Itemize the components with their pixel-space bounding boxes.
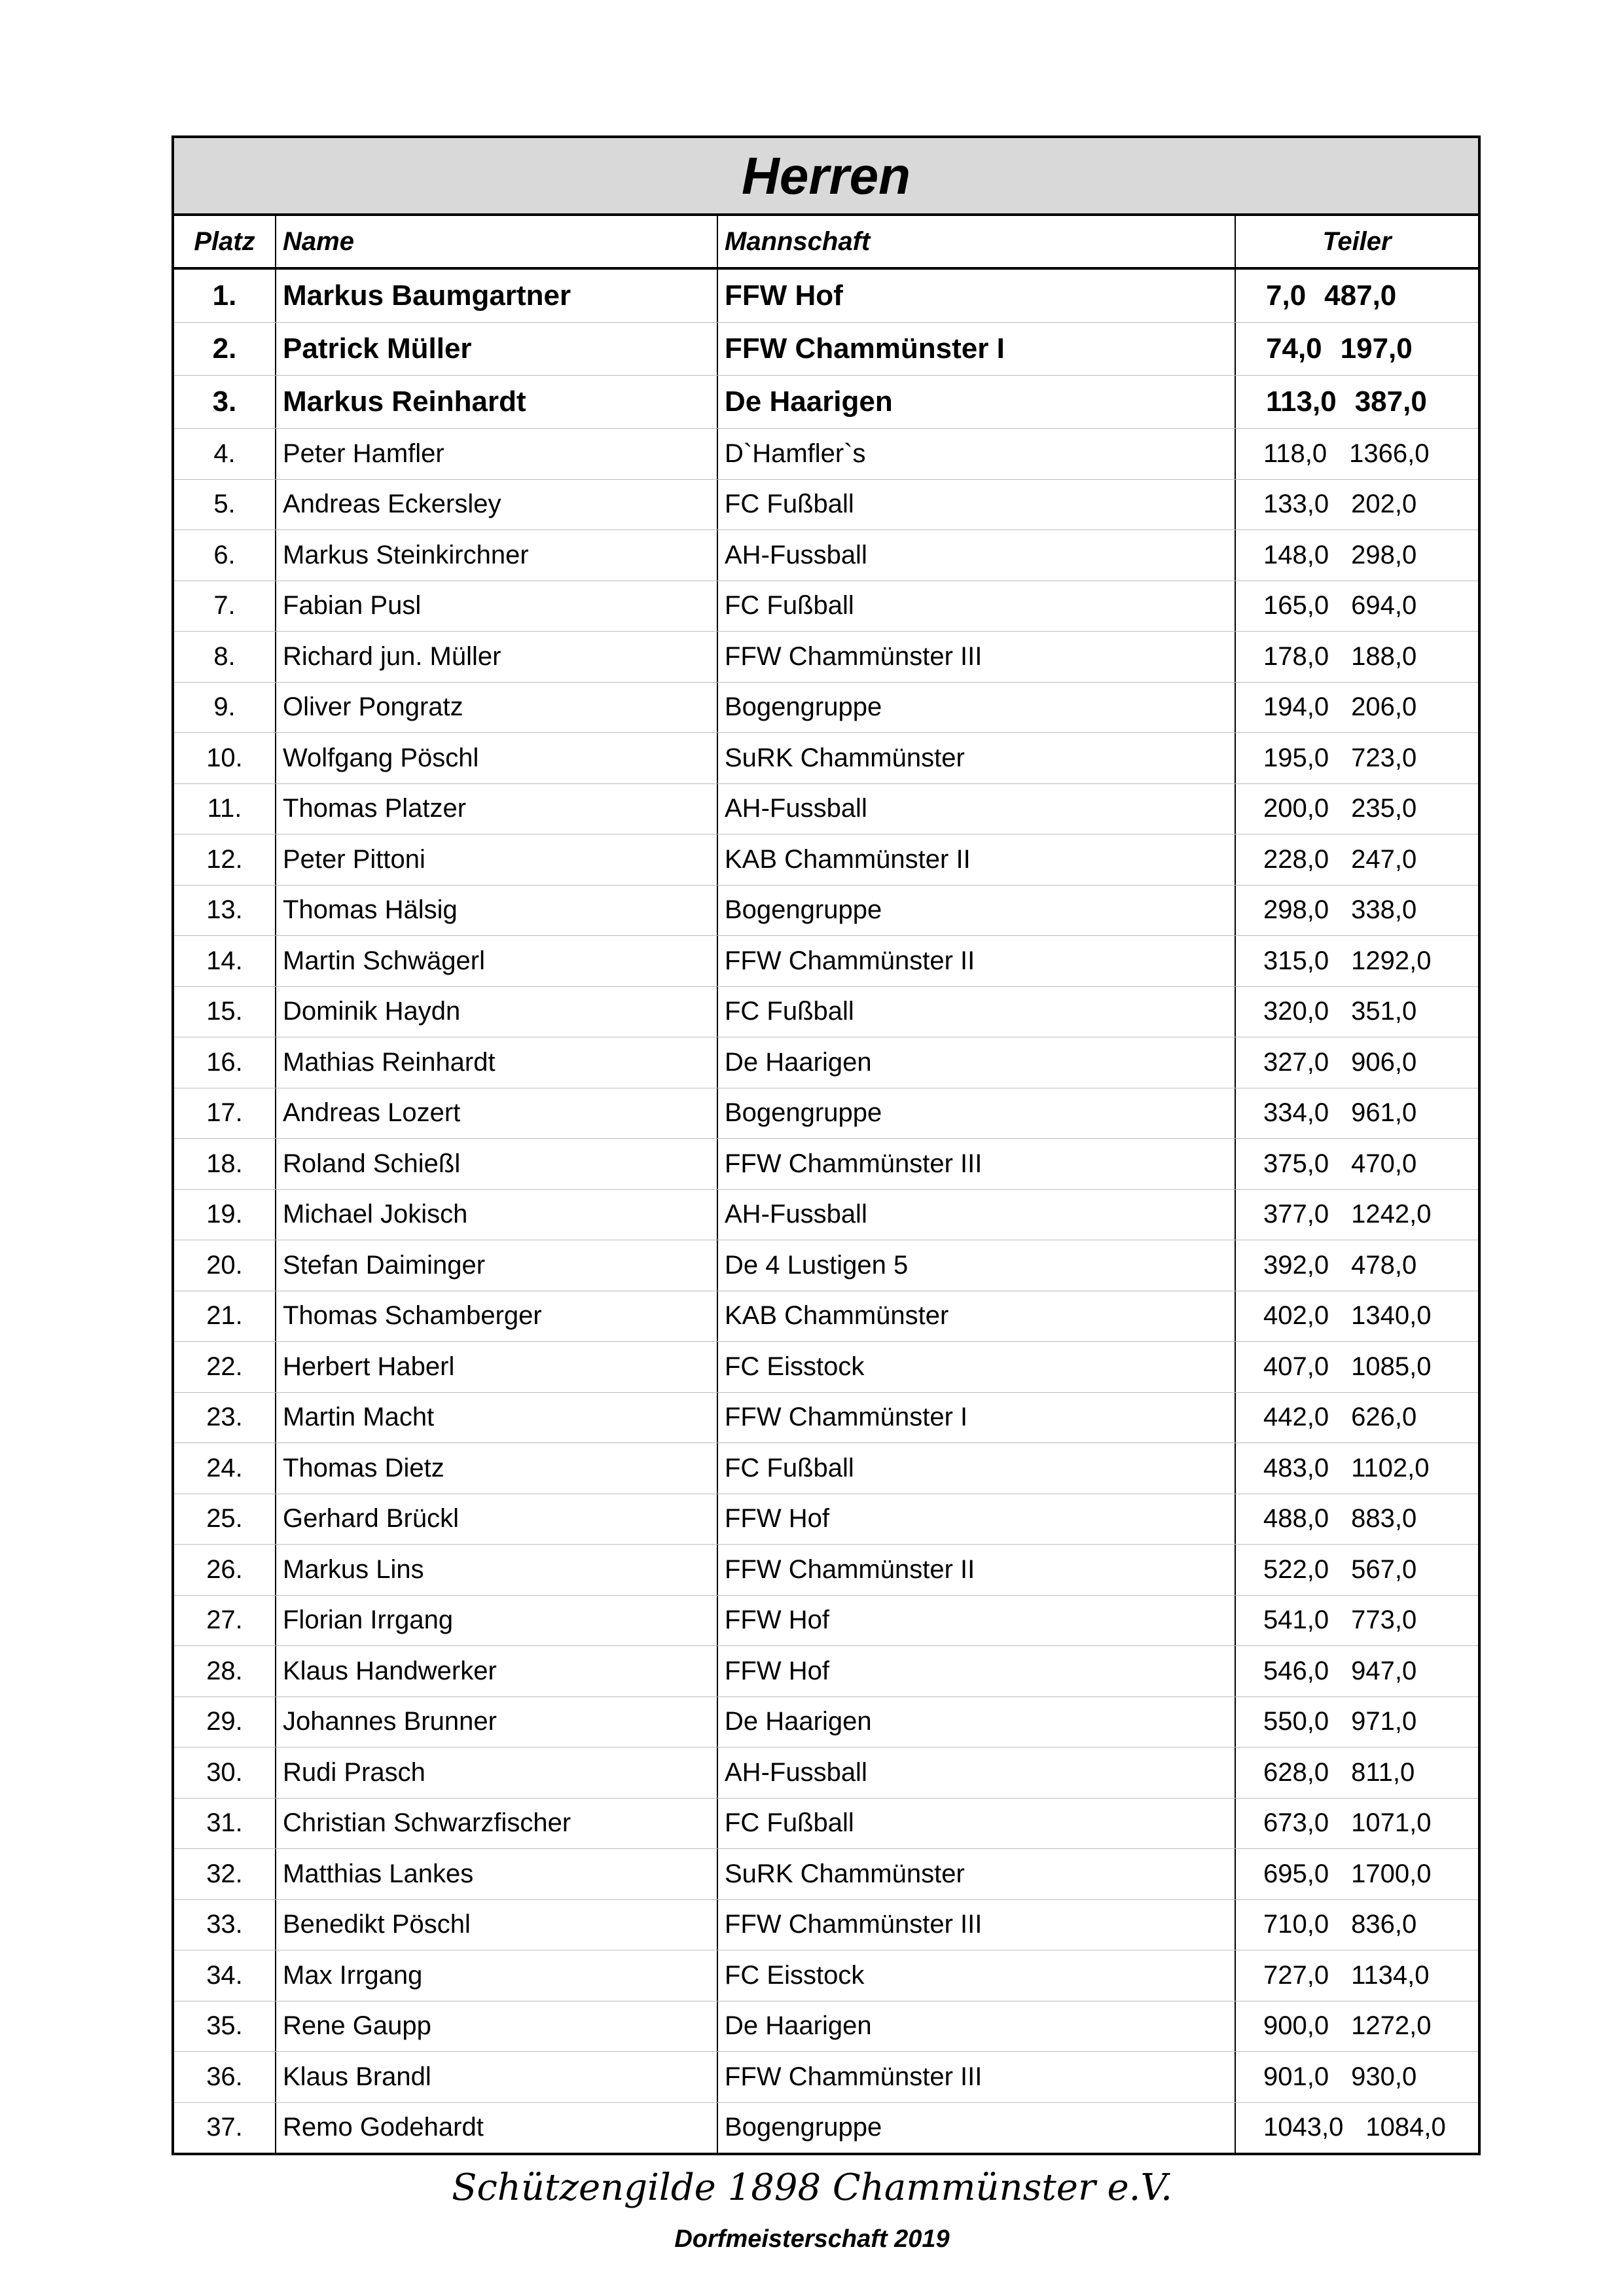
platz-cell: 5. bbox=[174, 480, 276, 530]
table-row bbox=[174, 1139, 1478, 1190]
platz-cell: 33. bbox=[174, 1900, 276, 1950]
teiler-value-2: 1134,0 bbox=[1351, 1960, 1430, 1990]
teiler-cell bbox=[1236, 1443, 1478, 1494]
header-name: Name bbox=[276, 216, 718, 267]
mannschaft-cell: FFW Chammünster III bbox=[718, 1139, 1236, 1189]
name-cell: Johannes Brunner bbox=[276, 1697, 718, 1748]
platz-cell: 21. bbox=[174, 1291, 276, 1342]
teiler-value-1: 1043,0 bbox=[1263, 2113, 1344, 2142]
teiler-value-1: 901,0 bbox=[1263, 2062, 1329, 2091]
name-cell: Remo Godehardt bbox=[276, 2103, 718, 2153]
mannschaft-cell: FC Fußball bbox=[718, 1799, 1236, 1849]
teiler-value-1: 710,0 bbox=[1263, 1910, 1329, 1939]
name-cell: Roland Schießl bbox=[276, 1139, 718, 1189]
platz-cell: 10. bbox=[174, 733, 276, 783]
teiler-value-1: 522,0 bbox=[1263, 1554, 1329, 1584]
teiler-cell bbox=[1236, 1596, 1478, 1646]
mannschaft-cell: Bogengruppe bbox=[718, 683, 1236, 733]
teiler-cell bbox=[1236, 429, 1478, 479]
teiler-value-2: 478,0 bbox=[1351, 1250, 1417, 1280]
teiler-value-2: 1242,0 bbox=[1351, 1200, 1432, 1229]
platz-cell: 34. bbox=[174, 1950, 276, 2001]
teiler-value-2: 298,0 bbox=[1351, 540, 1417, 569]
header-row bbox=[174, 216, 1478, 270]
platz-cell: 2. bbox=[174, 323, 276, 375]
teiler-value-1: 113,0 bbox=[1266, 386, 1337, 418]
teiler-value-1: 695,0 bbox=[1263, 1859, 1329, 1888]
teiler-cell bbox=[1236, 1646, 1478, 1696]
table-row bbox=[174, 1291, 1478, 1342]
name-cell: Markus Steinkirchner bbox=[276, 530, 718, 581]
mannschaft-cell: FC Fußball bbox=[718, 581, 1236, 632]
mannschaft-cell: FC Eisstock bbox=[718, 1950, 1236, 2001]
teiler-value-1: 900,0 bbox=[1263, 2011, 1329, 2041]
mannschaft-cell: FFW Hof bbox=[718, 1646, 1236, 1696]
header-teiler: Teiler bbox=[1322, 226, 1392, 256]
name-cell: Fabian Pusl bbox=[276, 581, 718, 632]
platz-cell: 23. bbox=[174, 1393, 276, 1443]
table-row bbox=[174, 683, 1478, 734]
teiler-cell bbox=[1236, 632, 1478, 682]
teiler-cell bbox=[1236, 2052, 1478, 2102]
table-row bbox=[174, 936, 1478, 987]
platz-cell: 19. bbox=[174, 1190, 276, 1240]
name-cell: Peter Pittoni bbox=[276, 834, 718, 885]
table-row bbox=[174, 323, 1478, 376]
platz-cell: 13. bbox=[174, 886, 276, 936]
teiler-value-1: 320,0 bbox=[1263, 997, 1329, 1026]
platz-cell: 32. bbox=[174, 1849, 276, 1899]
name-cell: Gerhard Brückl bbox=[276, 1494, 718, 1545]
teiler-value-1: 673,0 bbox=[1263, 1808, 1329, 1838]
mannschaft-cell: AH-Fussball bbox=[718, 530, 1236, 581]
table-row bbox=[174, 1950, 1478, 2001]
table-row bbox=[174, 581, 1478, 632]
name-cell: Martin Schwägerl bbox=[276, 936, 718, 986]
name-cell: Stefan Daiminger bbox=[276, 1240, 718, 1291]
platz-cell: 27. bbox=[174, 1596, 276, 1646]
teiler-value-1: 442,0 bbox=[1263, 1403, 1329, 1432]
teiler-value-1: 727,0 bbox=[1263, 1960, 1329, 1990]
platz-cell: 15. bbox=[174, 987, 276, 1037]
teiler-cell bbox=[1236, 323, 1478, 375]
teiler-cell bbox=[1236, 1799, 1478, 1849]
teiler-value-2: 883,0 bbox=[1351, 1504, 1417, 1534]
table-row bbox=[174, 376, 1478, 429]
table-row bbox=[174, 1342, 1478, 1393]
teiler-value-1: 194,0 bbox=[1263, 692, 1329, 722]
teiler-cell bbox=[1236, 530, 1478, 581]
teiler-value-1: 407,0 bbox=[1263, 1352, 1329, 1381]
teiler-value-1: 178,0 bbox=[1263, 641, 1329, 671]
table-row bbox=[174, 784, 1478, 835]
name-cell: Markus Baumgartner bbox=[276, 270, 718, 322]
teiler-value-2: 197,0 bbox=[1340, 332, 1413, 365]
mannschaft-cell: FFW Chammünster II bbox=[718, 1545, 1236, 1595]
table-row bbox=[174, 834, 1478, 886]
table-row bbox=[174, 2001, 1478, 2053]
teiler-value-1: 327,0 bbox=[1263, 1047, 1329, 1077]
teiler-cell bbox=[1236, 886, 1478, 936]
teiler-value-1: 195,0 bbox=[1263, 743, 1329, 772]
teiler-value-2: 247,0 bbox=[1351, 844, 1417, 874]
name-cell: Richard jun. Müller bbox=[276, 632, 718, 682]
teiler-cell bbox=[1236, 1950, 1478, 2001]
teiler-value-1: 628,0 bbox=[1263, 1757, 1329, 1787]
header-mannschaft: Mannschaft bbox=[718, 216, 1236, 267]
teiler-value-2: 1700,0 bbox=[1351, 1859, 1432, 1888]
mannschaft-cell: De Haarigen bbox=[718, 1697, 1236, 1748]
mannschaft-cell: Bogengruppe bbox=[718, 2103, 1236, 2153]
teiler-value-2: 694,0 bbox=[1351, 591, 1417, 620]
platz-cell: 17. bbox=[174, 1088, 276, 1139]
table-row bbox=[174, 480, 1478, 531]
teiler-value-1: 200,0 bbox=[1263, 794, 1329, 823]
teiler-value-1: 541,0 bbox=[1263, 1605, 1329, 1635]
teiler-value-2: 1272,0 bbox=[1351, 2011, 1432, 2041]
name-cell: Martin Macht bbox=[276, 1393, 718, 1443]
table-row bbox=[174, 1799, 1478, 1850]
teiler-cell bbox=[1236, 987, 1478, 1037]
platz-cell: 24. bbox=[174, 1443, 276, 1494]
teiler-value-2: 338,0 bbox=[1351, 895, 1417, 925]
table-row bbox=[174, 270, 1478, 323]
name-cell: Michael Jokisch bbox=[276, 1190, 718, 1240]
teiler-value-1: 377,0 bbox=[1263, 1200, 1329, 1229]
platz-cell: 12. bbox=[174, 834, 276, 885]
teiler-value-1: 148,0 bbox=[1263, 540, 1329, 569]
teiler-value-1: 334,0 bbox=[1263, 1098, 1329, 1128]
teiler-value-2: 947,0 bbox=[1351, 1656, 1417, 1685]
teiler-value-2: 1366,0 bbox=[1349, 439, 1430, 468]
table-row bbox=[174, 2052, 1478, 2103]
teiler-value-2: 930,0 bbox=[1351, 2062, 1417, 2091]
teiler-value-2: 1085,0 bbox=[1351, 1352, 1432, 1381]
table-row bbox=[174, 1190, 1478, 1241]
teiler-value-2: 235,0 bbox=[1351, 794, 1417, 823]
name-cell: Peter Hamfler bbox=[276, 429, 718, 479]
name-cell: Oliver Pongratz bbox=[276, 683, 718, 733]
teiler-cell bbox=[1236, 1545, 1478, 1595]
name-cell: Rene Gaupp bbox=[276, 2001, 718, 2052]
table-row bbox=[174, 1443, 1478, 1494]
teiler-cell bbox=[1236, 1291, 1478, 1342]
mannschaft-cell: AH-Fussball bbox=[718, 1748, 1236, 1798]
mannschaft-cell: SuRK Chammünster bbox=[718, 1849, 1236, 1899]
platz-cell: 18. bbox=[174, 1139, 276, 1189]
teiler-cell bbox=[1236, 1088, 1478, 1139]
teiler-cell bbox=[1236, 581, 1478, 632]
name-cell: Mathias Reinhardt bbox=[276, 1037, 718, 1088]
teiler-cell bbox=[1236, 1240, 1478, 1291]
teiler-value-2: 470,0 bbox=[1351, 1149, 1417, 1178]
name-cell: Thomas Dietz bbox=[276, 1443, 718, 1494]
teiler-cell bbox=[1236, 1900, 1478, 1950]
platz-cell: 28. bbox=[174, 1646, 276, 1696]
name-cell: Markus Reinhardt bbox=[276, 376, 718, 428]
teiler-value-1: 402,0 bbox=[1263, 1301, 1329, 1331]
teiler-value-1: 315,0 bbox=[1263, 946, 1329, 975]
mannschaft-cell: SuRK Chammünster bbox=[718, 733, 1236, 783]
teiler-cell bbox=[1236, 270, 1478, 322]
teiler-value-2: 206,0 bbox=[1351, 692, 1417, 722]
name-cell: Klaus Handwerker bbox=[276, 1646, 718, 1696]
teiler-value-2: 1084,0 bbox=[1365, 2113, 1446, 2142]
platz-cell: 3. bbox=[174, 376, 276, 428]
teiler-cell bbox=[1236, 936, 1478, 986]
teiler-cell bbox=[1236, 376, 1478, 428]
platz-cell: 7. bbox=[174, 581, 276, 632]
name-cell: Patrick Müller bbox=[276, 323, 718, 375]
platz-cell: 1. bbox=[174, 270, 276, 322]
teiler-value-2: 723,0 bbox=[1351, 743, 1417, 772]
teiler-cell bbox=[1236, 683, 1478, 733]
mannschaft-cell: FFW Hof bbox=[718, 270, 1236, 322]
teiler-value-2: 351,0 bbox=[1351, 997, 1417, 1026]
table-row bbox=[174, 1596, 1478, 1647]
teiler-cell bbox=[1236, 1037, 1478, 1088]
teiler-value-1: 375,0 bbox=[1263, 1149, 1329, 1178]
platz-cell: 16. bbox=[174, 1037, 276, 1088]
table-row bbox=[174, 632, 1478, 683]
name-cell: Florian Irrgang bbox=[276, 1596, 718, 1646]
title-bar bbox=[174, 138, 1478, 216]
teiler-value-1: 228,0 bbox=[1263, 844, 1329, 874]
teiler-cell bbox=[1236, 2001, 1478, 2052]
teiler-cell bbox=[1236, 733, 1478, 783]
table-row bbox=[174, 1088, 1478, 1139]
mannschaft-cell: De Haarigen bbox=[718, 2001, 1236, 2052]
results-table bbox=[171, 135, 1481, 2155]
name-cell: Andreas Lozert bbox=[276, 1088, 718, 1139]
mannschaft-cell: FFW Chammünster III bbox=[718, 1900, 1236, 1950]
table-row bbox=[174, 733, 1478, 784]
table-row bbox=[174, 1697, 1478, 1748]
teiler-value-1: 74,0 bbox=[1266, 332, 1322, 365]
mannschaft-cell: FFW Chammünster II bbox=[718, 936, 1236, 986]
platz-cell: 35. bbox=[174, 2001, 276, 2052]
mannschaft-cell: FFW Hof bbox=[718, 1596, 1236, 1646]
header-platz: Platz bbox=[174, 216, 276, 267]
teiler-cell bbox=[1236, 1342, 1478, 1392]
mannschaft-cell: FC Fußball bbox=[718, 1443, 1236, 1494]
teiler-cell bbox=[1236, 1139, 1478, 1189]
teiler-cell bbox=[1236, 784, 1478, 834]
table-row bbox=[174, 1900, 1478, 1951]
table-title: Herren bbox=[742, 146, 911, 205]
teiler-value-2: 811,0 bbox=[1351, 1757, 1415, 1787]
teiler-value-2: 387,0 bbox=[1354, 386, 1427, 418]
platz-cell: 25. bbox=[174, 1494, 276, 1545]
name-cell: Dominik Haydn bbox=[276, 987, 718, 1037]
table-row bbox=[174, 987, 1478, 1038]
table-row bbox=[174, 1240, 1478, 1291]
footer-event: Dorfmeisterschaft 2019 bbox=[674, 2225, 950, 2253]
mannschaft-cell: FC Eisstock bbox=[718, 1342, 1236, 1392]
mannschaft-cell: D`Hamfler`s bbox=[718, 429, 1236, 479]
name-cell: Thomas Schamberger bbox=[276, 1291, 718, 1342]
mannschaft-cell: AH-Fussball bbox=[718, 1190, 1236, 1240]
platz-cell: 14. bbox=[174, 936, 276, 986]
teiler-cell bbox=[1236, 1393, 1478, 1443]
platz-cell: 31. bbox=[174, 1799, 276, 1849]
teiler-cell bbox=[1236, 480, 1478, 530]
teiler-cell bbox=[1236, 1494, 1478, 1545]
name-cell: Andreas Eckersley bbox=[276, 480, 718, 530]
platz-cell: 9. bbox=[174, 683, 276, 733]
teiler-value-1: 483,0 bbox=[1263, 1453, 1329, 1482]
mannschaft-cell: Bogengruppe bbox=[718, 886, 1236, 936]
table-row bbox=[174, 1646, 1478, 1697]
teiler-value-2: 1340,0 bbox=[1351, 1301, 1432, 1331]
table-row bbox=[174, 1037, 1478, 1088]
table-row bbox=[174, 1849, 1478, 1900]
teiler-value-1: 392,0 bbox=[1263, 1250, 1329, 1280]
teiler-cell bbox=[1236, 1849, 1478, 1899]
teiler-value-1: 546,0 bbox=[1263, 1656, 1329, 1685]
name-cell: Max Irrgang bbox=[276, 1950, 718, 2001]
platz-cell: 22. bbox=[174, 1342, 276, 1392]
teiler-cell bbox=[1236, 1748, 1478, 1798]
name-cell: Thomas Platzer bbox=[276, 784, 718, 834]
table-row bbox=[174, 429, 1478, 480]
teiler-value-1: 165,0 bbox=[1263, 591, 1329, 620]
teiler-value-1: 118,0 bbox=[1263, 439, 1327, 468]
platz-cell: 11. bbox=[174, 784, 276, 834]
table-row bbox=[174, 1545, 1478, 1596]
mannschaft-cell: De 4 Lustigen 5 bbox=[718, 1240, 1236, 1291]
teiler-value-1: 488,0 bbox=[1263, 1504, 1329, 1534]
teiler-value-2: 1102,0 bbox=[1351, 1453, 1430, 1482]
mannschaft-cell: AH-Fussball bbox=[718, 784, 1236, 834]
platz-cell: 6. bbox=[174, 530, 276, 581]
table-row bbox=[174, 530, 1478, 581]
platz-cell: 29. bbox=[174, 1697, 276, 1748]
teiler-value-2: 773,0 bbox=[1351, 1605, 1417, 1635]
mannschaft-cell: KAB Chammünster bbox=[718, 1291, 1236, 1342]
teiler-value-2: 567,0 bbox=[1351, 1554, 1417, 1584]
teiler-value-2: 1071,0 bbox=[1351, 1808, 1432, 1838]
name-cell: Christian Schwarzfischer bbox=[276, 1799, 718, 1849]
teiler-value-2: 836,0 bbox=[1351, 1910, 1417, 1939]
name-cell: Benedikt Pöschl bbox=[276, 1900, 718, 1950]
table-row bbox=[174, 1494, 1478, 1545]
name-cell: Thomas Hälsig bbox=[276, 886, 718, 936]
mannschaft-cell: KAB Chammünster II bbox=[718, 834, 1236, 885]
teiler-value-2: 202,0 bbox=[1351, 490, 1417, 519]
teiler-value-1: 7,0 bbox=[1266, 279, 1307, 312]
name-cell: Rudi Prasch bbox=[276, 1748, 718, 1798]
name-cell: Herbert Haberl bbox=[276, 1342, 718, 1392]
mannschaft-cell: FFW Chammünster I bbox=[718, 1393, 1236, 1443]
platz-cell: 8. bbox=[174, 632, 276, 682]
mannschaft-cell: De Haarigen bbox=[718, 1037, 1236, 1088]
footer-organization: Schützengilde 1898 Chammünster e.V. bbox=[452, 2166, 1172, 2209]
teiler-value-2: 971,0 bbox=[1351, 1707, 1417, 1736]
table-row bbox=[174, 2103, 1478, 2153]
teiler-value-1: 298,0 bbox=[1263, 895, 1329, 925]
mannschaft-cell: Bogengruppe bbox=[718, 1088, 1236, 1139]
table-row bbox=[174, 886, 1478, 937]
platz-cell: 37. bbox=[174, 2103, 276, 2153]
name-cell: Matthias Lankes bbox=[276, 1849, 718, 1899]
mannschaft-cell: FC Fußball bbox=[718, 987, 1236, 1037]
name-cell: Klaus Brandl bbox=[276, 2052, 718, 2102]
teiler-value-2: 961,0 bbox=[1351, 1098, 1417, 1128]
teiler-cell bbox=[1236, 2103, 1478, 2153]
mannschaft-cell: FFW Chammünster III bbox=[718, 632, 1236, 682]
name-cell: Wolfgang Pöschl bbox=[276, 733, 718, 783]
teiler-cell bbox=[1236, 1697, 1478, 1748]
table-body bbox=[174, 270, 1478, 2153]
name-cell: Markus Lins bbox=[276, 1545, 718, 1595]
teiler-cell bbox=[1236, 834, 1478, 885]
teiler-cell bbox=[1236, 1190, 1478, 1240]
mannschaft-cell: FFW Chammünster III bbox=[718, 2052, 1236, 2102]
mannschaft-cell: De Haarigen bbox=[718, 376, 1236, 428]
platz-cell: 20. bbox=[174, 1240, 276, 1291]
teiler-value-2: 906,0 bbox=[1351, 1047, 1417, 1077]
mannschaft-cell: FC Fußball bbox=[718, 480, 1236, 530]
teiler-value-1: 133,0 bbox=[1263, 490, 1329, 519]
teiler-value-2: 1292,0 bbox=[1351, 946, 1432, 975]
platz-cell: 26. bbox=[174, 1545, 276, 1595]
teiler-value-1: 550,0 bbox=[1263, 1707, 1329, 1736]
platz-cell: 4. bbox=[174, 429, 276, 479]
table-row bbox=[174, 1393, 1478, 1444]
teiler-value-2: 487,0 bbox=[1324, 279, 1397, 312]
teiler-value-2: 188,0 bbox=[1351, 641, 1417, 671]
platz-cell: 30. bbox=[174, 1748, 276, 1798]
mannschaft-cell: FFW Chammünster I bbox=[718, 323, 1236, 375]
table-row bbox=[174, 1748, 1478, 1799]
teiler-value-2: 626,0 bbox=[1351, 1403, 1417, 1432]
mannschaft-cell: FFW Hof bbox=[718, 1494, 1236, 1545]
platz-cell: 36. bbox=[174, 2052, 276, 2102]
